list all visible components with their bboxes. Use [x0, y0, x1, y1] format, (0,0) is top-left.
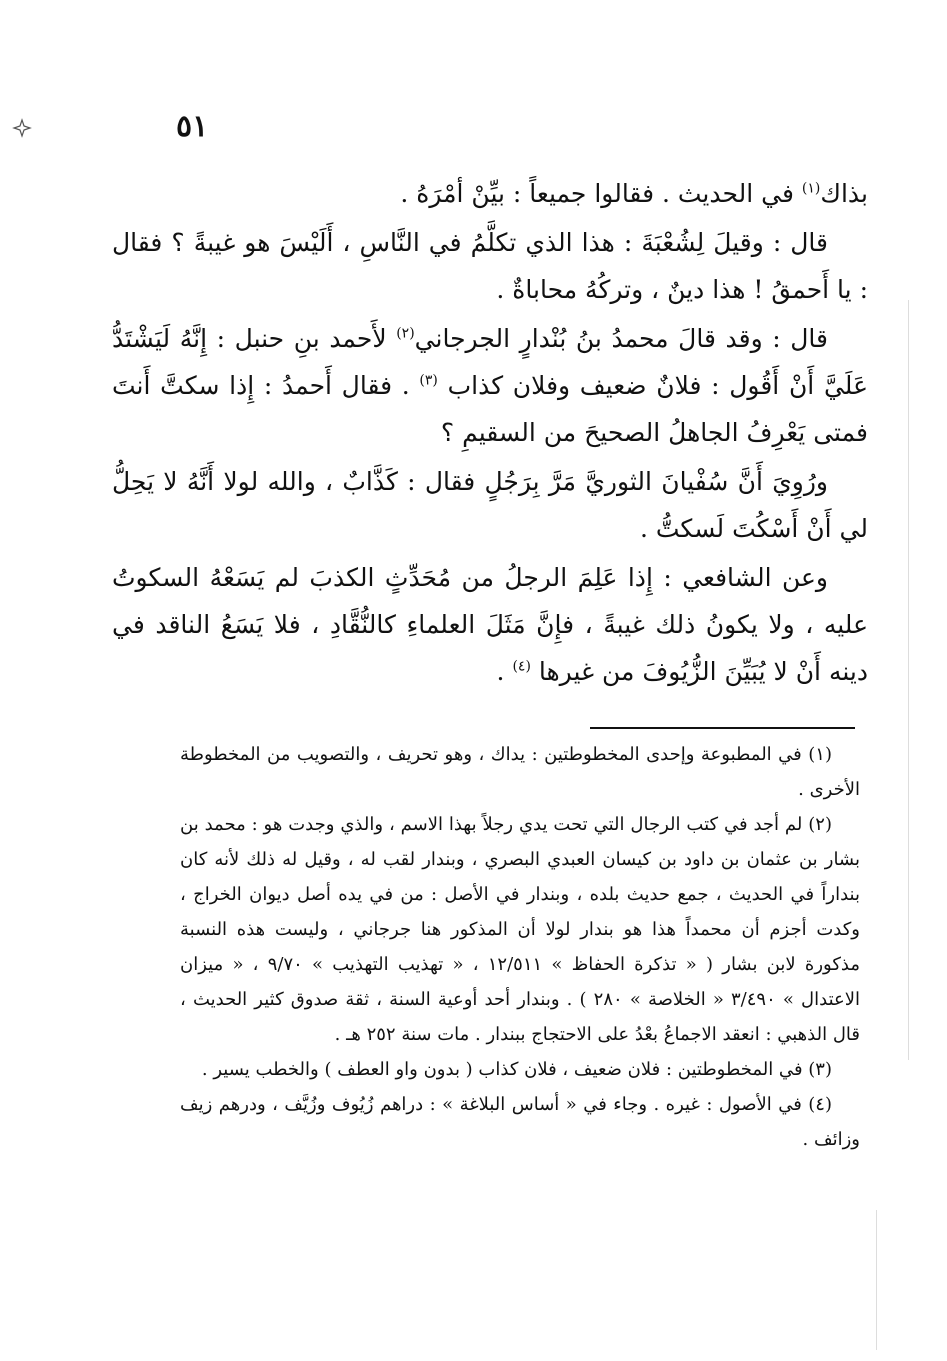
paragraph-1: [112, 170, 868, 217]
paragraph-4: ورُوِيَ أَنَّ سُفْيانَ الثوريَّ مَرَّ بِرَجُلٍ فقال : كَذَّابٌ ، والله لولا أَنَّهُ لا يَحِلُّ لي أَنْ أَسْكُتَ لَسكتُّ .: [112, 467, 868, 543]
footnote-3: (٣) في المخطوطتين : فلان ضعيف ، فلان كذاب ( بدون واو العطف ) والخطب يسير .: [201, 1059, 832, 1080]
corner-ornament-icon: [12, 118, 32, 138]
footnote-ref-2: (٢): [396, 325, 415, 342]
footnote-4: (٤) في الأصول : غيره . وجاء في « أساس البلاغة » : دراهم زُيُوف وزُيَّف ، ودرهم زيف وزائف .: [180, 1094, 860, 1150]
footnote-separator: [590, 727, 855, 729]
scan-edge-line: [908, 300, 909, 1060]
footnote-1: (١) في المطبوعة وإحدى المخطوطتين : يداك ، وهو تحريف ، والتصويب من المخطوطة الأخرى .: [180, 744, 860, 800]
paragraph-3: [112, 315, 868, 456]
paragraph-2: قال : وقيلَ لِشُعْبَةَ : هذا الذي تكلَّمُ في النَّاسِ ، أَلَيْسَ هو غيبةً ؟ فقال : يا أَحمقُ ! هذا دينٌ ، وتركُهُ محاباةٌ .: [112, 228, 868, 304]
paragraph-5-text-start: وعن الشافعي : إِذا عَلِمَ الرجلُ من مُحَدِّثٍ الكذبَ لم يَسَعْهُ السكوتُ عليه ، ولا يكونُ ذلك غيبةً ، فإِنَّ مَثَلَ العلماءِ كالنُّقَّادِ ، فلا يَسَعُ الناقد في دينه أَنْ لا يُبَيِّنَ الزُّيُوفَ من غيرها: [112, 563, 868, 686]
footnote-ref-1: (١): [801, 180, 821, 197]
main-text: [112, 170, 868, 695]
paragraph-3-text-middle: لأَحمد بنِ حنبل : إِنَّهُ لَيَشْتَدُّ عَلَيَّ أَنْ أَقُول : فلانٌ ضعيف وفلان كذاب: [112, 324, 868, 400]
scan-edge-line: [876, 1210, 877, 1350]
footnote-ref-3: (٣): [419, 372, 438, 389]
paragraph-3-text-end: . فقال أَحمدُ : إِذا سكتَّ أَنتَ فمتى يَعْرِفُ الجاهلُ الصحيحَ من السقيمِ ؟: [112, 371, 868, 447]
paragraph-1-text-start: بذاك: [820, 179, 868, 208]
paragraph-1-text-end: في الحديث . فقالوا جميعاً : بيِّنْ أمْرَهُ .: [400, 179, 802, 208]
paragraph-5: [112, 554, 868, 695]
footnote-ref-4: (٤): [512, 658, 531, 675]
paragraph-3-text-start: قال : وقد قالَ محمدُ بنُ بُنْدارٍ الجرجاني: [414, 324, 828, 353]
page-number: ٥١: [176, 109, 209, 144]
footnotes-section: [180, 737, 860, 1157]
footnote-2: (٢) لم أجد في كتب الرجال التي تحت يدي رجلاً بهذا الاسم ، والذي وجدت هو : محمد بن بشار بن عثمان بن داود بن كيسان العبدي البصري ، وبندار لقب له ، وقيل له ذلك لأنه كان بنداراً في الحديث ، جمع حديث بلده ، وبندار في الأصل : من في يده أصل ديوان الخراج ، وكدت أجزم أن محمداً هذا هو بندار لولا أن المذكور هنا جرجاني ، وليست هذه النسبة مذكورة لابن بشار ( « تذكرة الحفاظ » ١٢/٥١١ ، « تهذيب التهذيب » ٩/٧٠ ، « ميزان الاعتدال » ٣/٤٩٠ « الخلاصة » ٢٨٠ ) . وبندار أحد أوعية السنة ، ثقة صدوق كثير الحديث ، قال الذهبي : انعقد الاجماعُ بعْدُ على الاحتجاج ببندار . مات سنة ٢٥٢ هـ .: [180, 814, 861, 1045]
paragraph-5-text-end: .: [496, 657, 513, 686]
